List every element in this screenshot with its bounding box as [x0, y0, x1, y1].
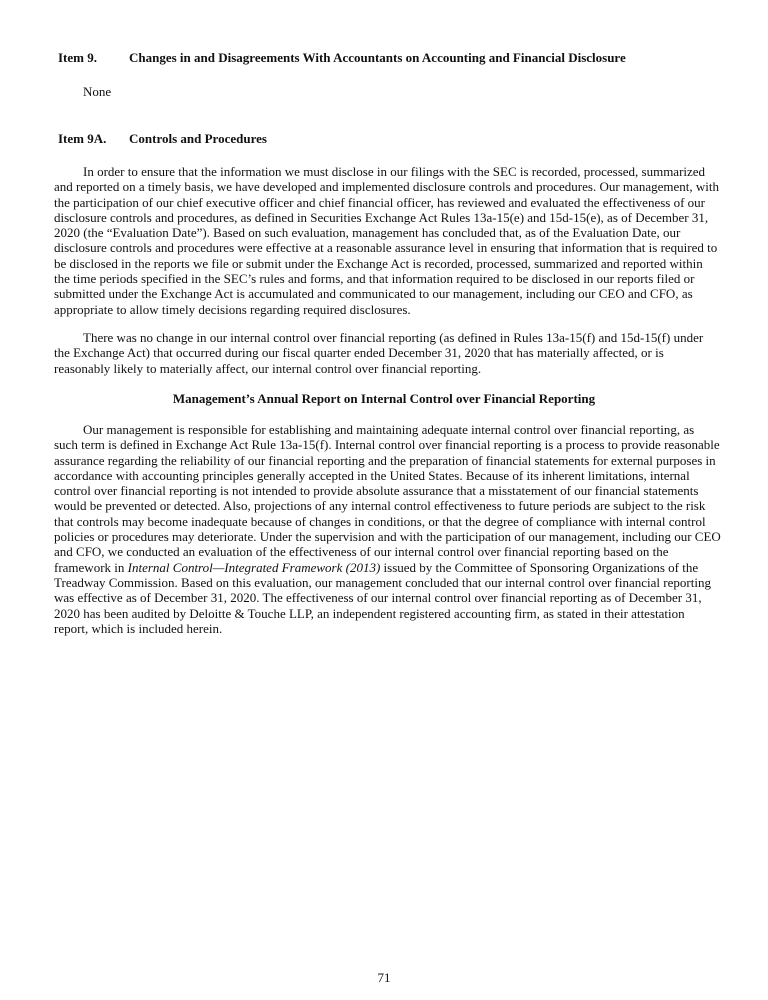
text-line: Our management is responsible for establishing and maintaining adequate internal control over financial reporting, as: [83, 422, 695, 437]
text-line: the participation of our chief executive officer and chief financial officer, has reviewed and evaluated the effectiveness of our: [54, 194, 705, 210]
paragraph-disclosure-controls: [54, 164, 718, 317]
text-line: that controls may become inadequate because of changes in conditions, or that the degree of compliance with internal control: [54, 513, 706, 529]
text-line: the time periods specified in the SEC’s rules and forms, and that information required to be disclosed in our reports filed or: [54, 271, 695, 287]
item-9-number: Item 9.: [58, 50, 97, 65]
text-line: 2020 has been audited by Deloitte & Touche LLP, an independent registered accounting firm, as stated in their attestation: [54, 605, 685, 621]
paragraph-management-report: [54, 422, 721, 636]
text-line: disclosure controls and procedures were effective at a reasonable assurance level in ensuring that information that is required to: [54, 240, 718, 256]
text-line: control over financial reporting is not intended to provide absolute assurance that a misstatement of our financial statements: [54, 483, 699, 499]
text-line: disclosure controls and procedures, as defined in Securities Exchange Act Rules 13a-15(e) and 15d-15(e), as of December 31,: [54, 209, 709, 225]
text-line: 2020 (the “Evaluation Date”). Based on such evaluation, management has concluded that, as of the Evaluation Date, our: [54, 225, 681, 241]
text-line: report, which is included herein.: [54, 620, 223, 636]
section-heading: Management’s Annual Report on Internal Control over Financial Reporting: [172, 391, 596, 406]
text-line: would be prevented or detected. Also, projections of any internal control effectiveness to future periods are subject to the risk: [54, 498, 706, 514]
text-line: submitted under the Exchange Act is accumulated and communicated to our management, including our CEO and CFO, as: [54, 286, 693, 302]
text-line: accordance with accounting principles generally accepted in the United States. Because of its inherent limitations, internal: [54, 467, 690, 483]
text-line: There was no change in our internal control over financial reporting (as defined in Rules 13a-15(f) and 15d-15(f) under: [83, 330, 704, 345]
framework-title: Internal Control—Integrated Framework (2013): [127, 559, 381, 575]
text-line: reasonably likely to materially affect, our internal control over financial reporting.: [54, 360, 482, 376]
text-line: In order to ensure that the information we must disclose in our filings with the SEC is recorded, processed, summarized: [83, 164, 706, 179]
text-line: assurance regarding the reliability of our financial reporting and the preparation of financial statements for external purposes in: [54, 452, 716, 468]
text-line: was effective as of December 31, 2020. The effectiveness of our internal control over financial reporting as of December 31,: [54, 590, 702, 606]
text-line: appropriate to allow timely decisions regarding required disclosures.: [54, 301, 411, 317]
paragraph-no-change: [54, 330, 718, 376]
text-line: policies or procedures may deteriorate. Under the supervision and with the participation of our management, including our CEO: [54, 529, 721, 545]
page-number: 71: [377, 970, 391, 985]
text-segment: framework in: [54, 559, 128, 575]
text-line: the Exchange Act) that occurred during our fiscal quarter ended December 31, 2020 that has materially affected, or is: [54, 345, 664, 361]
text-line: [54, 560, 718, 575]
text-line: such term is defined in Exchange Act Rule 13a-15(f). Internal control over financial reporting is a process to provide reasonable: [54, 437, 720, 453]
item-9-title: Changes in and Disagreements With Accountants on Accounting and Financial Disclosure: [129, 50, 626, 65]
text-line: and CFO, we conducted an evaluation of the effectiveness of our internal control over financial reporting based on the: [54, 544, 669, 560]
item-9a-number: Item 9A.: [58, 131, 107, 146]
text-line: be disclosed in the reports we file or submit under the Exchange Act is recorded, processed, summarized and reported within: [54, 255, 703, 271]
item-9-body: None: [83, 84, 112, 99]
text-segment: issued by the Committee of Sponsoring Organizations of the: [380, 559, 699, 575]
item-9a-title: Controls and Procedures: [129, 131, 267, 146]
text-line: Treadway Commission. Based on this evaluation, our management concluded that our internal control over financial reporting: [54, 574, 711, 590]
text-line: and reported on a timely basis, we have developed and implemented disclosure controls and procedures. Our management, with: [54, 179, 719, 195]
